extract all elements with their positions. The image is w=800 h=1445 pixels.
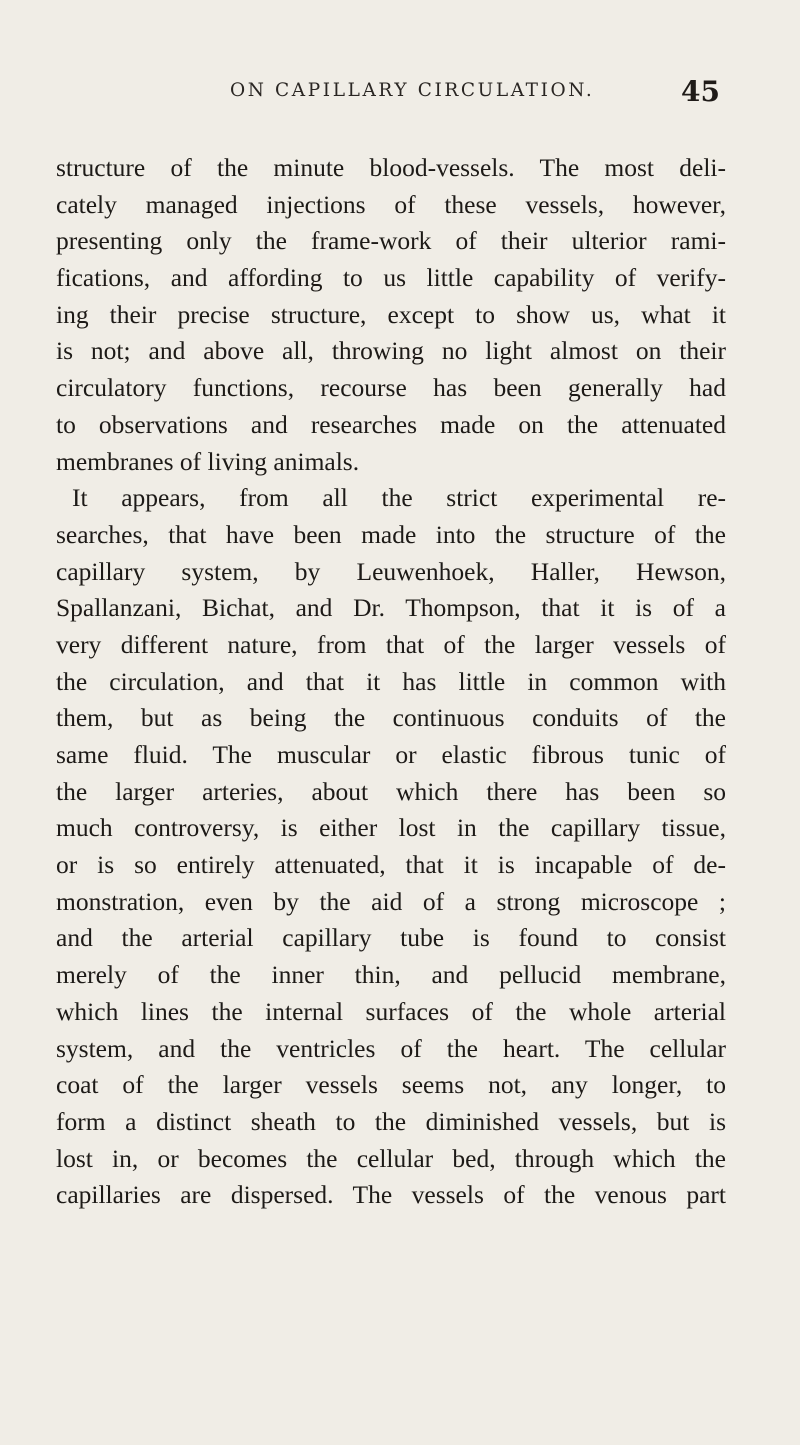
text-line: capillaries are dispersed. The vessels of the venous part xyxy=(56,1180,726,1210)
text-line: It appears, from all the strict experimental re- xyxy=(72,483,726,513)
text-line: circulatory functions, recourse has been generally had xyxy=(56,373,726,403)
text-line: same fluid. The muscular or elastic fibrous tunic of xyxy=(56,740,726,769)
text-line: much controversy, is either lost in the capillary tissue, xyxy=(56,813,726,843)
text-line: ing their precise structure, except to show us, what it xyxy=(56,299,726,329)
text-line: lost in, or becomes the cellular bed, through which the xyxy=(56,1143,726,1173)
text-line: which lines the internal surfaces of the whole arterial xyxy=(56,996,726,1026)
text-line: coat of the larger vessels seems not, any longer, to xyxy=(56,1070,726,1100)
text-line: Spallanzani, Bichat, and Dr. Thompson, that it is of a xyxy=(56,593,726,623)
text-line: structure of the minute blood-vessels. The most deli- xyxy=(56,153,726,182)
text-line: very different nature, from that of the larger vessels of xyxy=(56,629,726,659)
running-head xyxy=(0,75,800,120)
text-line: cately managed injections of these vessels, however, xyxy=(56,189,726,219)
text-line: presenting only the frame-work of their ulterior rami- xyxy=(56,226,726,256)
text-line: capillary system, by Leuwenhoek, Haller, Hewson, xyxy=(56,556,726,586)
text-line: is not; and above all, throwing no light almost on their xyxy=(56,336,726,366)
running-title: ON CAPILLARY CIRCULATION. xyxy=(230,80,595,101)
text-line: monstration, even by the aid of a strong microscope ; xyxy=(56,886,726,916)
text-line: them, but as being the continuous conduits of the xyxy=(56,703,726,733)
text-line: and the arterial capillary tube is found to consist xyxy=(56,923,726,953)
text-line: the larger arteries, about which there has been so xyxy=(56,776,726,806)
text-line: form a distinct sheath to the diminished vessels, but is xyxy=(56,1106,726,1136)
text-line: merely of the inner thin, and pellucid membrane, xyxy=(56,960,726,990)
page-number: 45 xyxy=(681,75,720,108)
text-line: system, and the ventricles of the heart. The cellular xyxy=(56,1033,726,1063)
text-line: fications, and affording to us little capability of verify- xyxy=(56,263,726,293)
text-line: the circulation, and that it has little in common with xyxy=(56,666,726,696)
text-line: membranes of living animals. xyxy=(56,446,360,476)
text-line: or is so entirely attenuated, that it is incapable of de- xyxy=(56,850,726,880)
text-line: to observations and researches made on the attenuated xyxy=(56,409,726,439)
body-text xyxy=(56,150,726,1214)
text-line: searches, that have been made into the structure of the xyxy=(56,519,726,549)
